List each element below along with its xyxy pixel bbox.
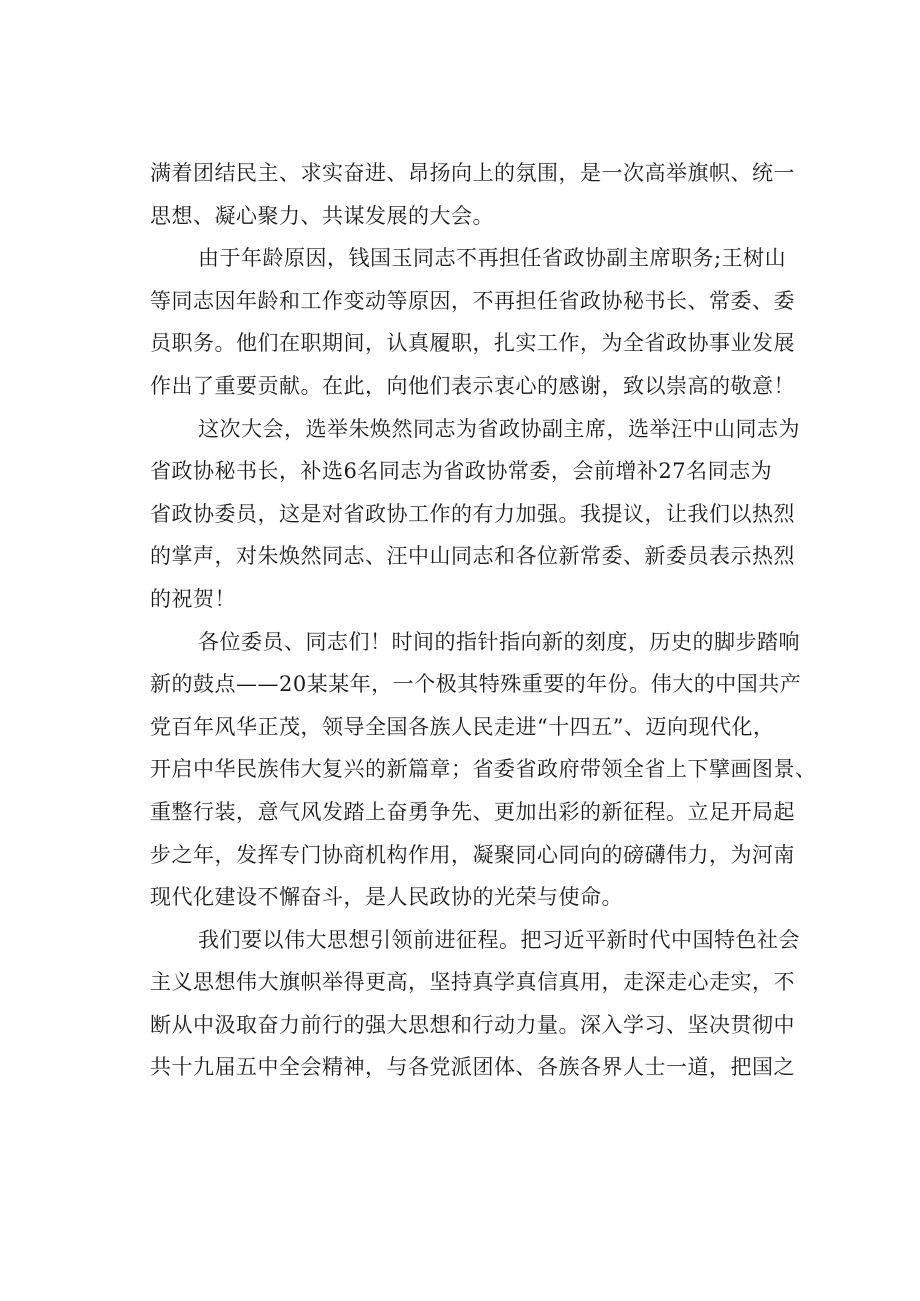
body-text — [150, 152, 817, 1089]
text-line: 我们要以伟大思想引领前进征程。把习近平新时代中国特色社会 — [198, 927, 800, 952]
text-line: 开启中华民族伟大复兴的新篇章；省委省政府带领全省上下擘画图景、 — [150, 757, 817, 782]
text-line: 现代化建设不懈奋斗，是人民政协的光荣与使命。 — [150, 885, 623, 910]
text-line: 员职务。他们在职期间，认真履职，扎实工作，为全省政协事业发展 — [150, 331, 795, 356]
paragraph-3 — [150, 408, 810, 621]
text-line: 断从中汲取奋力前行的强大思想和行动力量。深入学习、坚决贯彻中 — [150, 1012, 795, 1037]
paragraph-1 — [150, 152, 810, 237]
text-line: 作出了重要贡献。在此，向他们表示衷心的感谢，致以崇高的敬意！ — [150, 373, 795, 398]
text-line: 主义思想伟大旗帜举得更高，坚持真学真信真用，走深走心走实，不 — [150, 970, 795, 995]
text-line: 省政协委员，这是对省政协工作的有力加强。我提议，让我们以热烈 — [150, 501, 795, 526]
text-line: 重整行装，意气风发踏上奋勇争先、更加出彩的新征程。立足开局起 — [150, 799, 795, 824]
text-line: 省政协秘书长，补选6名同志为省政协常委，会前增补27名同志为 — [150, 459, 773, 484]
text-line: 步之年，发挥专门协商机构作用，凝聚同心同向的磅礴伟力，为河南 — [150, 842, 795, 867]
text-line: 由于年龄原因，钱国玉同志不再担任省政协副主席职务;王树山 — [198, 246, 787, 271]
paragraph-5 — [150, 919, 810, 1089]
text-line: 新的鼓点——20某某年，一个极其特殊重要的年份。伟大的中国共产 — [150, 672, 802, 697]
paragraph-4 — [150, 621, 817, 919]
text-line: 党百年风华正茂，领导全国各族人民走进“十四五”、迈向现代化， — [150, 714, 775, 739]
text-line: 满着团结民主、求实奋进、昂扬向上的氛围，是一次高举旗帜、统一 — [150, 161, 795, 185]
text-line: 的掌声，对朱焕然同志、汪中山同志和各位新常委、新委员表示热烈 — [150, 544, 795, 569]
text-line: 等同志因年龄和工作变动等原因，不再担任省政协秘书长、常委、委 — [150, 288, 795, 313]
paragraph-2 — [150, 237, 810, 407]
text-line: 这次大会，选举朱焕然同志为省政协副主席，选举汪中山同志为 — [198, 416, 800, 441]
text-line: 共十九届五中全会精神，与各党派团体、各族各界人士一道，把国之 — [150, 1055, 795, 1080]
text-line: 思想、凝心聚力、共谋发展的大会。 — [150, 203, 494, 228]
text-line: 的祝贺！ — [150, 586, 236, 611]
text-line: 各位委员、同志们！时间的指针指向新的刻度，历史的脚步踏响 — [198, 629, 800, 654]
